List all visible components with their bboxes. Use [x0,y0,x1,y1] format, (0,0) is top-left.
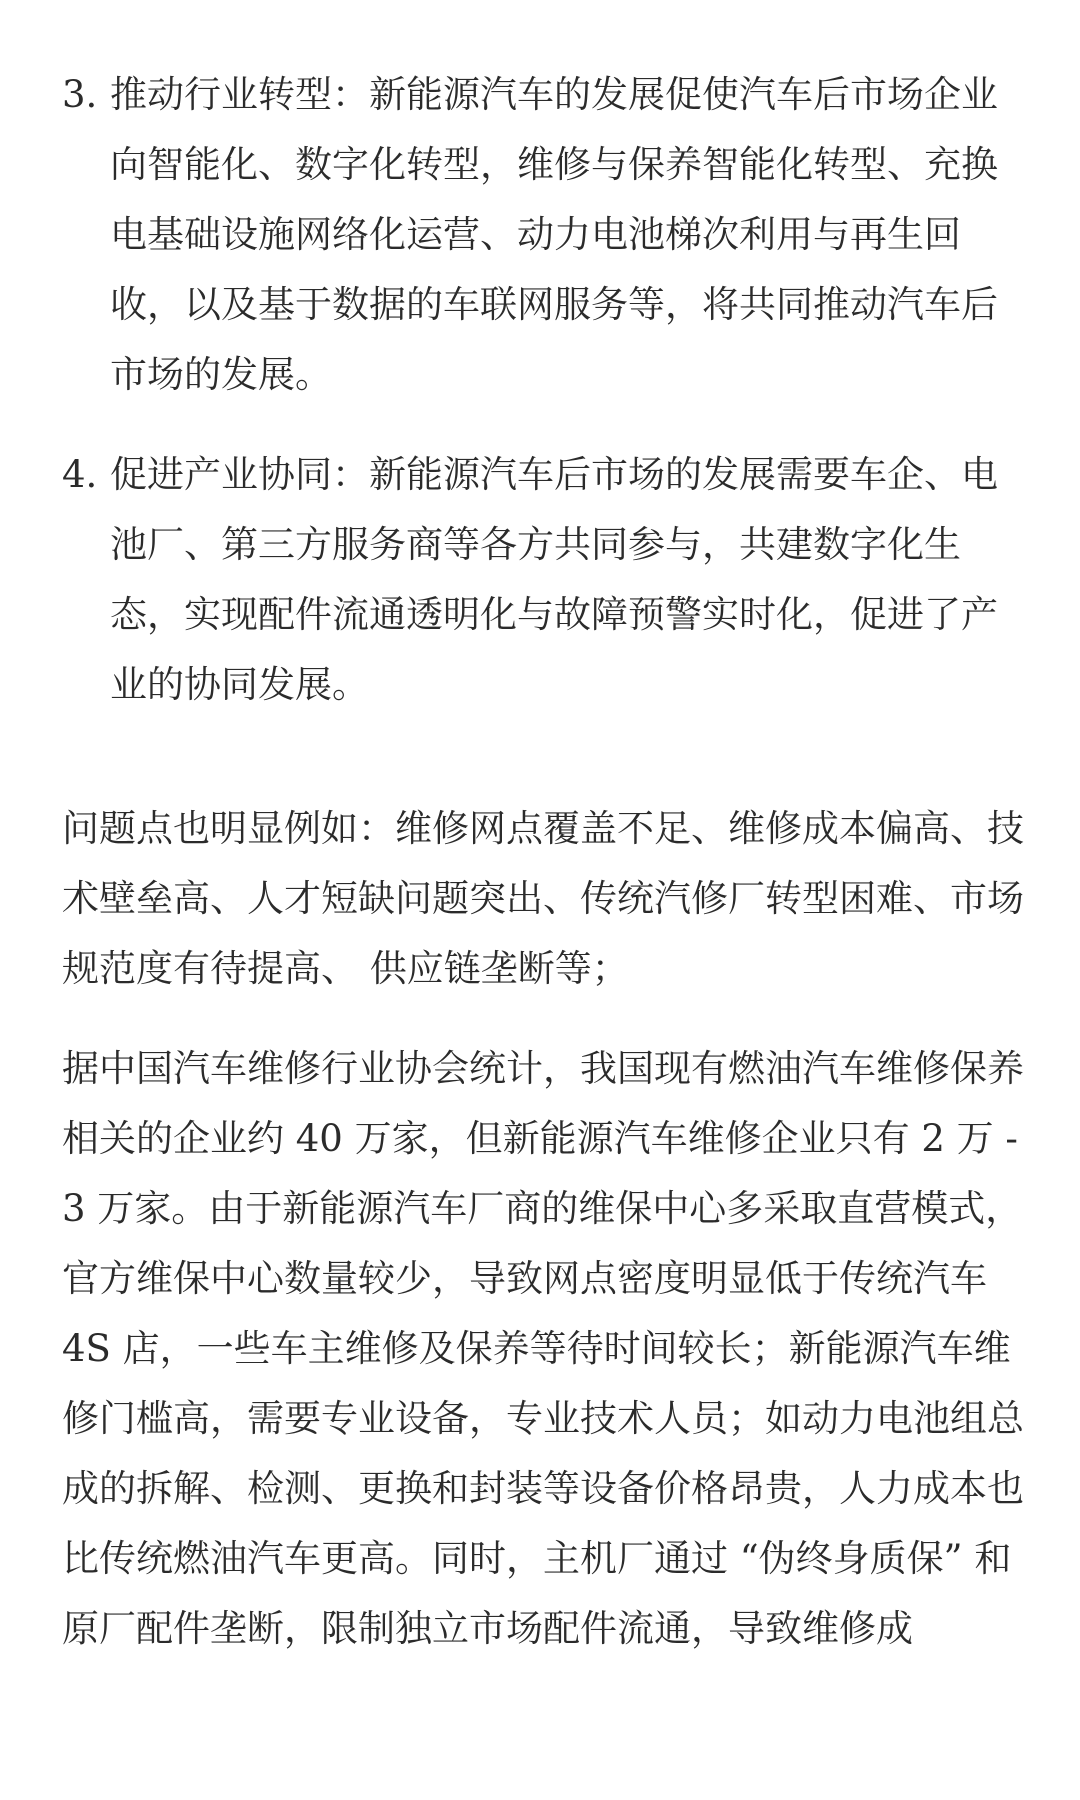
list-item-4 [62,440,1028,720]
paragraph-problems: 问题点也明显例如：维修网点覆盖不足、维修成本偏高、技术壁垒高、人才短缺问题突出、传统汽修厂转型困难、市场规范度有待提高、 供应链垄断等； [62,807,1024,990]
section-gap [62,750,1028,794]
list-item-text: 推动行业转型：新能源汽车的发展促使汽车后市场企业向智能化、数字化转型，维修与保养智能化转型、充换电基础设施网络化运营、动力电池梯次利用与再生回收，以及基于数据的车联网服务等，将共同推动汽车后市场的发展。 [110,73,998,396]
list-item-text: 促进产业协同：新能源汽车后市场的发展需要车企、电池厂、第三方服务商等各方共同参与，共建数字化生态，实现配件流通透明化与故障预警实时化，促进了产业的协同发展。 [110,453,998,706]
paragraph-statistics: 据中国汽车维修行业协会统计，我国现有燃油汽车维修保养相关的企业约 40 万家，但新能源汽车维修企业只有 2 万 - 3 万家。由于新能源汽车厂商的维保中心多采取直营模式，官方维保中心数量较少，导致网点密度明显低于传统汽车 4S 店，一些车主维修及保养等待时间较长；新能源汽车维修门槛高，需要专业设备，专业技术人员；如动力电池组总成的拆解、检测、更换和封装等设备价格昂贵，人力成本也比传统燃油汽车更高。同时，主机厂通过 “伪终身质保” 和原厂配件垄断，限制独立市场配件流通，导致维修成 [62,1047,1024,1650]
list-number: 3. [62,73,98,116]
list-number: 4. [62,453,98,496]
list-item-3 [62,60,1028,410]
